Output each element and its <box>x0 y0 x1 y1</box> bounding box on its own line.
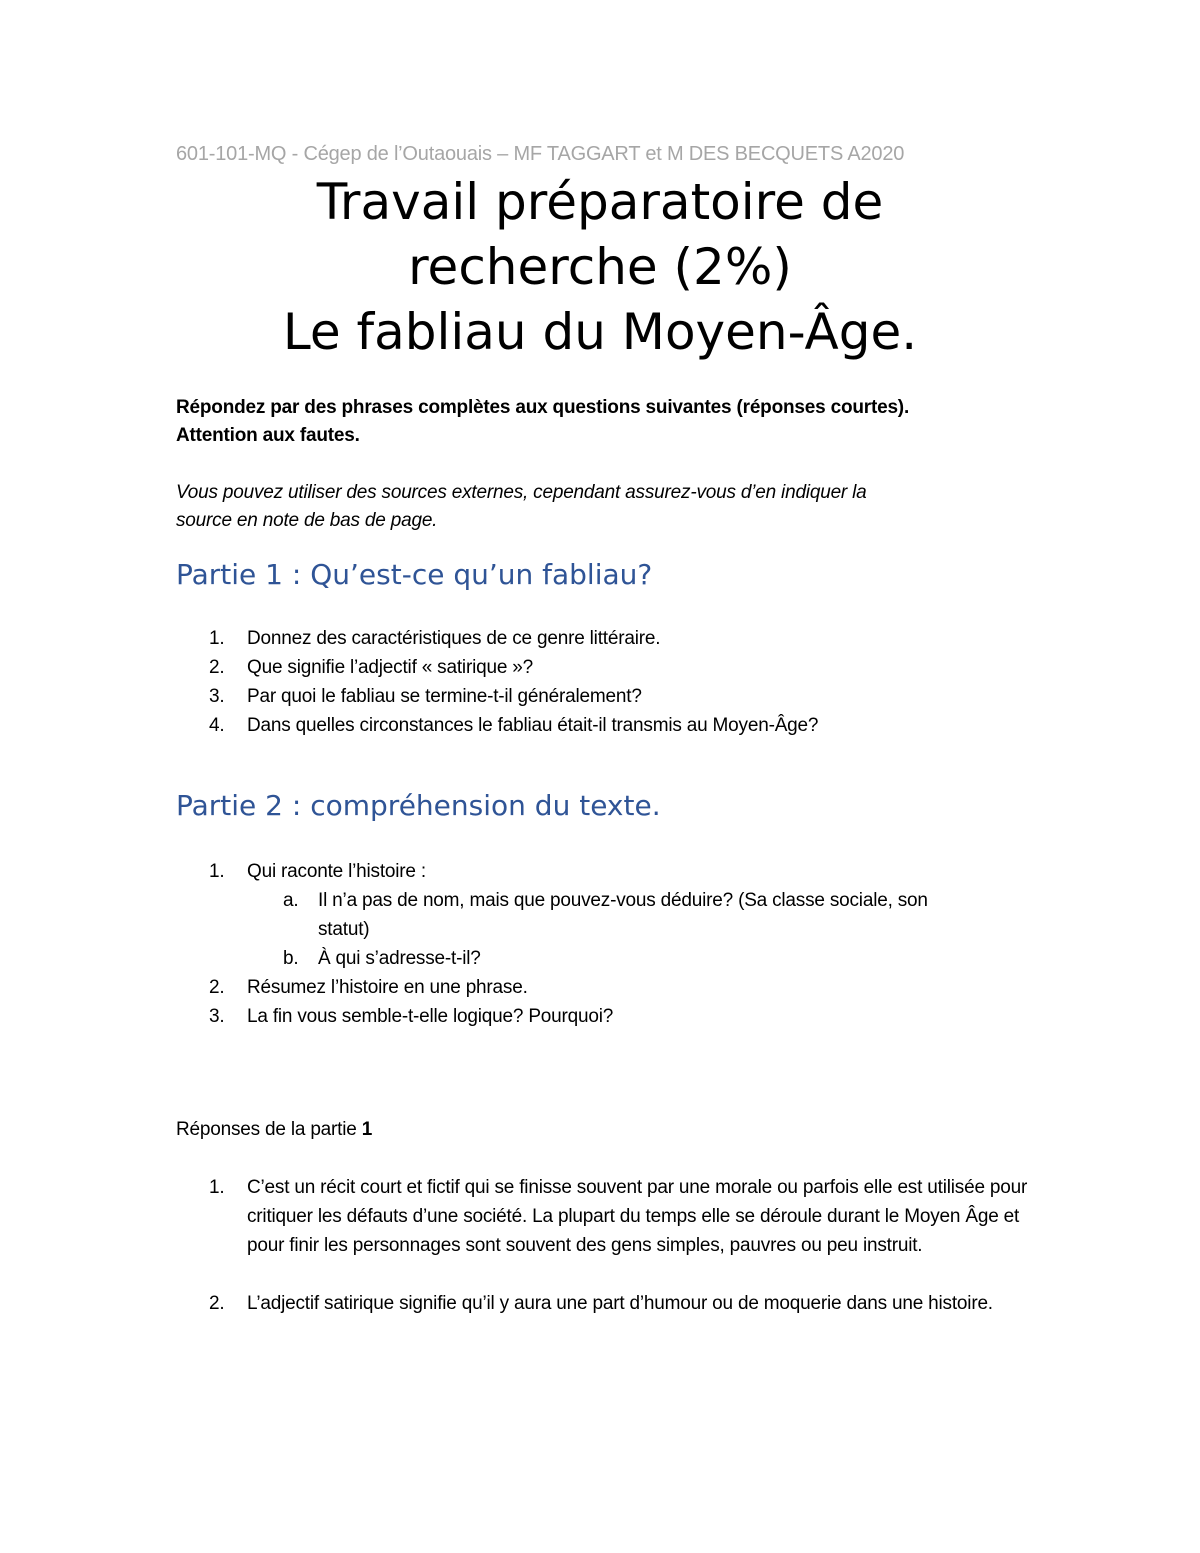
list-item <box>176 682 818 711</box>
list-item <box>176 624 818 653</box>
answer-text: L’adjectif satirique signifie qu’il y aura une part d’humour ou de moquerie dans une histoire. <box>247 1293 993 1314</box>
instructions-line-2: Attention aux fautes. <box>176 425 360 446</box>
part2-question-list <box>176 857 928 1031</box>
answers-list <box>176 1173 1076 1347</box>
note-line-2: source en note de bas de page. <box>176 510 438 531</box>
instructions-line-1: Répondez par des phrases complètes aux questions suivantes (réponses courtes). <box>176 397 910 418</box>
list-item <box>176 1002 928 1031</box>
part2-heading: Partie 2 : compréhension du texte. <box>176 789 661 822</box>
item-number: 2. <box>209 657 225 678</box>
item-number: 4. <box>209 715 225 736</box>
part1-heading: Partie 1 : Qu’est-ce qu’un fabliau? <box>176 558 653 591</box>
answer-item <box>176 1173 1076 1260</box>
answer-item <box>176 1289 1076 1318</box>
sub-item-text-continued: statut) <box>318 919 370 940</box>
item-text: Dans quelles circonstances le fabliau était-il transmis au Moyen-Âge? <box>247 715 819 736</box>
sub-item-text: À qui s’adresse-t-il? <box>318 948 481 969</box>
note-line-1: Vous pouvez utiliser des sources externes, cependant assurez-vous d’en indiquer la <box>176 482 867 503</box>
list-item <box>176 711 818 740</box>
sub-list-item <box>247 886 928 944</box>
item-number: 1. <box>209 861 225 882</box>
item-text: Qui raconte l’histoire : <box>247 861 426 882</box>
item-number: 1. <box>209 628 225 649</box>
item-number: 2. <box>209 977 225 998</box>
answer-number: 1. <box>209 1177 225 1198</box>
item-text: Donnez des caractéristiques de ce genre littéraire. <box>247 628 661 649</box>
sub-item-text: Il n’a pas de nom, mais que pouvez-vous déduire? (Sa classe sociale, son <box>318 890 928 911</box>
item-text: Par quoi le fabliau se termine-t-il généralement? <box>247 686 642 707</box>
item-text: Que signifie l’adjectif « satirique »? <box>247 657 534 678</box>
document-title <box>0 170 1200 365</box>
sub-list-item <box>247 944 928 973</box>
part2-sub-list <box>247 886 928 973</box>
instructions <box>176 394 909 450</box>
list-item <box>176 973 928 1002</box>
sources-note <box>176 479 867 535</box>
title-line-2: recherche (2%) <box>408 238 792 296</box>
title-line-3: Le fabliau du Moyen-Âge. <box>282 303 918 361</box>
sub-item-letter: a. <box>283 890 299 911</box>
part1-question-list <box>176 624 818 740</box>
answer-text: C’est un récit court et fictif qui se finisse souvent par une morale ou parfois elle est utilisée pour critiquer les défauts d’une société. La plupart du temps elle se déroule durant le Moyen Âge et pour finir les personnages sont souvent des gens simples, pauvres ou peu instruit. <box>247 1177 1028 1256</box>
answer-number: 2. <box>209 1293 225 1314</box>
answers-heading-text: Réponses de la partie <box>176 1119 362 1140</box>
list-item <box>176 857 928 973</box>
list-item <box>176 653 818 682</box>
sub-item-letter: b. <box>283 948 299 969</box>
answers-heading <box>176 1116 372 1144</box>
title-line-1: Travail préparatoire de <box>316 173 884 231</box>
item-number: 3. <box>209 686 225 707</box>
item-number: 3. <box>209 1006 225 1027</box>
course-header: 601-101-MQ - Cégep de l’Outaouais – MF TAGGART et M DES BECQUETS A2020 <box>176 143 905 165</box>
item-text: La fin vous semble-t-elle logique? Pourquoi? <box>247 1006 614 1027</box>
item-text: Résumez l’histoire en une phrase. <box>247 977 528 998</box>
answers-heading-number: 1 <box>361 1119 373 1140</box>
